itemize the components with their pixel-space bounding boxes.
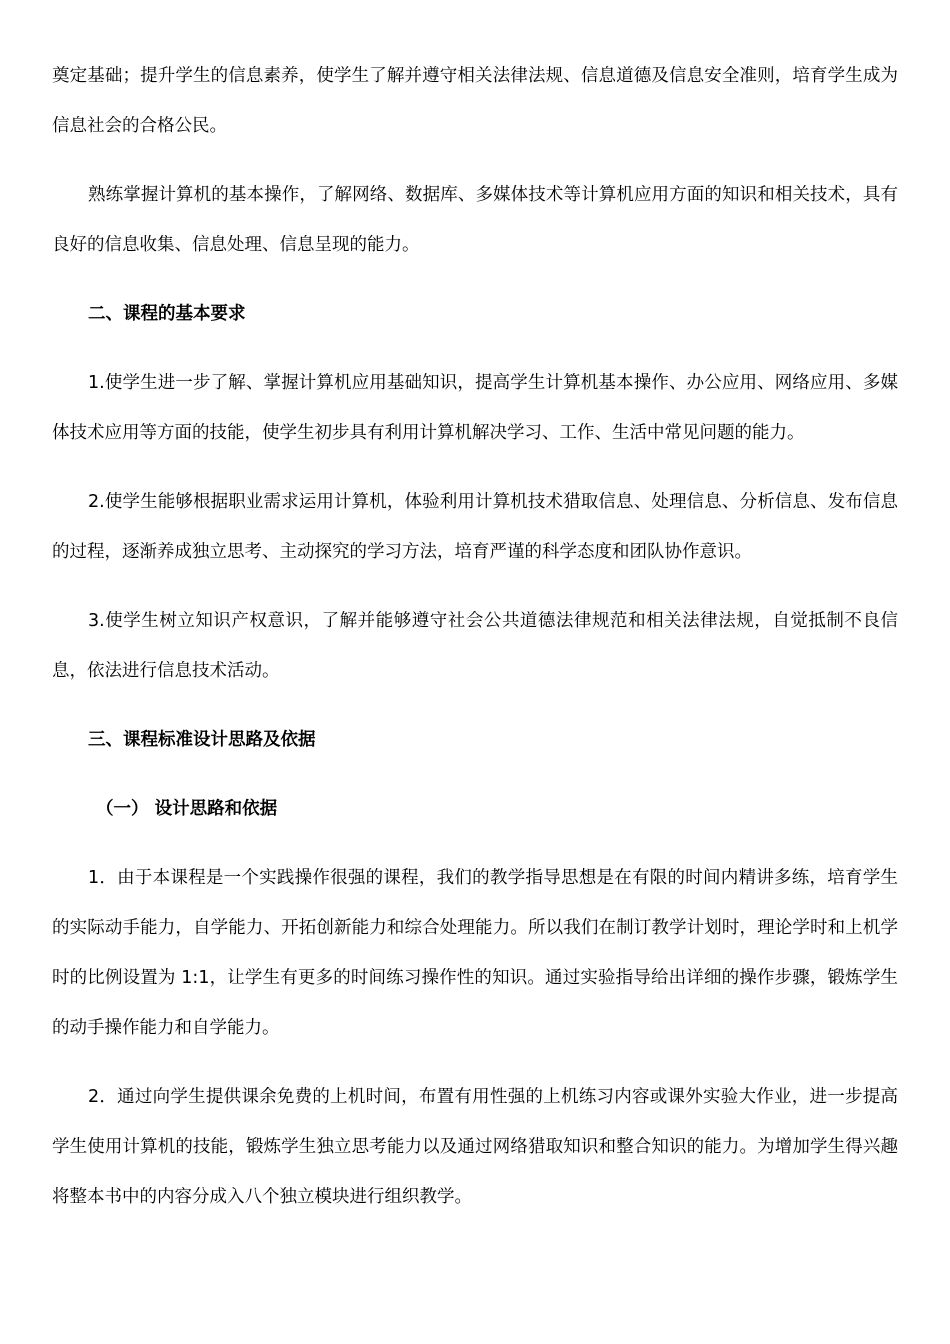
subsection-heading-design-basis: （一） 设计思路和依据 (96, 799, 278, 819)
paragraph-foundation: 奠定基础；提升学生的信息素养，使学生了解并遵守相关法律法规、信息道德及信息安全准则，培育学生成为信息社会的合格公民。 (52, 66, 898, 136)
design-point-2: 2．通过向学生提供课余免费的上机时间，布置有用性强的上机练习内容或课外实验大作业，进一步提高学生使用计算机的技能，锻炼学生独立思考能力以及通过网络猎取知识和整合知识的能力。为增加学生得兴趣将整本书中的内容分成入八个独立模块进行组织教学。 (52, 1087, 898, 1207)
section-heading-design: 三、课程标准设计思路及依据 (88, 730, 316, 750)
paragraph-basic-operations: 熟练掌握计算机的基本操作，了解网络、数据库、多媒体技术等计算机应用方面的知识和相关技术，具有良好的信息收集、信息处理、信息呈现的能力。 (52, 185, 898, 255)
requirement-2: 2.使学生能够根据职业需求运用计算机，体验利用计算机技术猎取信息、处理信息、分析信息、发布信息的过程，逐渐养成独立思考、主动探究的学习方法，培育严谨的科学态度和团队协作意识。 (52, 492, 898, 562)
section-heading-requirements: 二、课程的基本要求 (88, 304, 246, 324)
document-page (52, 0, 898, 1222)
design-point-1: 1．由于本课程是一个实践操作很强的课程，我们的教学指导思想是在有限的时间内精讲多练，培育学生的实际动手能力，自学能力、开拓创新能力和综合处理能力。所以我们在制订教学计划时，理论学时和上机学时的比例设置为 1:1，让学生有更多的时间练习操作性的知识。通过实验指导给出详细的操作步骤，锻炼学生的动手操作能力和自学能力。 (52, 868, 898, 1038)
requirement-1: 1.使学生进一步了解、掌握计算机应用基础知识，提高学生计算机基本操作、办公应用、网络应用、多媒体技术应用等方面的技能，使学生初步具有利用计算机解决学习、工作、生活中常见问题的能力。 (52, 373, 898, 443)
requirement-3: 3.使学生树立知识产权意识，了解并能够遵守社会公共道德法律规范和相关法律法规，自觉抵制不良信息，依法进行信息技术活动。 (52, 611, 898, 681)
